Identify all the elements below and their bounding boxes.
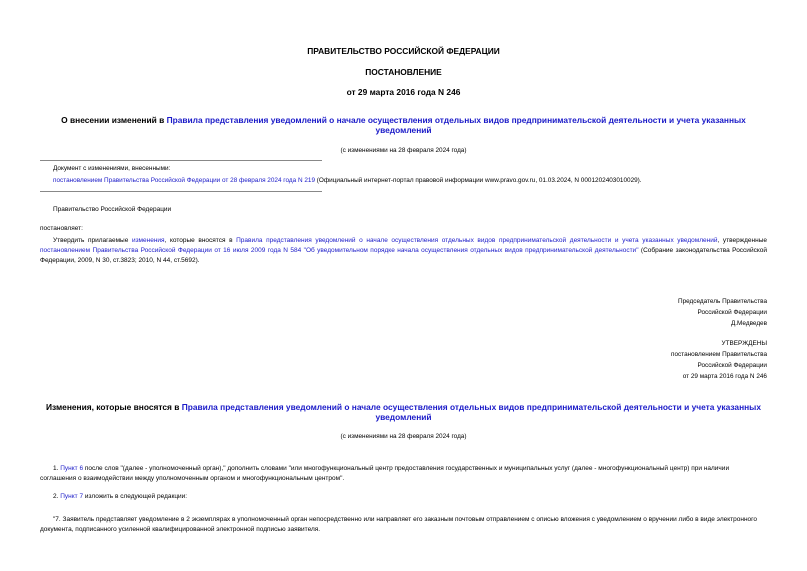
p1-text-d: (Собрание законодательства Российской Федерации, 2009, N 30, ст.3823; 2010, N 44, ст.5692). [40,247,767,264]
approved-line-4: от 29 марта 2016 года N 246 [682,373,767,380]
item-1 [40,464,767,484]
signature-line-2: Российской Федерации [697,309,767,316]
p1-text-c: , утвержденные [717,237,767,244]
changes-title-prefix: Изменения, которые вносятся в [46,402,182,412]
p1-text-a: Утвердить прилагаемые [53,237,132,244]
doc-title-link[interactable]: Правила представления уведомлений о начале осуществления отдельных видов предпринимательской деятельности и учета указанных уведомлений [166,115,746,135]
revision-note-2: (с изменениями на 28 февраля 2024 года) [340,433,467,440]
approved-line-2: постановлением Правительства [671,351,767,358]
resolves: постановляет: [40,225,83,232]
item-2-text: изложить в следующей редакции: [83,493,188,500]
approved-line-3: Российской Федерации [697,362,767,369]
link-decree-584[interactable]: постановлением Правительства Российской Федерации от 16 июля 2009 года N 584 "Об уведомительном порядке начала осуществления отдельных видов предпринимательской деятельности" [40,247,639,254]
amend-source-tail: (Официальный интернет-портал правовой информации www.pravo.gov.ru, 01.03.2024, N 0001202403010029). [315,177,642,184]
item-1-text: после слов "(далее - уполномоченный орган)," дополнить словами "или многофункциональный центр предоставления государственных и муниципальных услуг (далее - многофункциональный центр) при наличии соглашения о взаимодействии между уполномоченным органом и многофункциональным центром". [40,465,730,482]
signature-line-1: Председатель Правительства [678,298,767,305]
link-rules[interactable]: Правила представления уведомлений о начале осуществления отдельных видов предпринимательской деятельности и учета указанных уведомлений [236,237,718,244]
doc-title [0,115,807,135]
changes-title-link[interactable]: Правила представления уведомлений о начале осуществления отдельных видов предпринимательской деятельности и учета указанных уведомлений [181,402,761,422]
approved-line-1: УТВЕРЖДЕНЫ [721,340,767,347]
doc-type: ПОСТАНОВЛЕНИЕ [365,67,442,77]
doc-date-number: от 29 марта 2016 года N 246 [346,87,461,97]
amend-source-link[interactable]: постановлением Правительства Российской Федерации от 28 февраля 2024 года N 219 [53,177,316,184]
paragraph-approve [40,236,767,266]
amend-label: Документ с изменениями, внесенными: [53,165,171,172]
item-2-number: 2. [53,493,61,500]
revision-note: (с изменениями на 28 февраля 2024 года) [340,147,467,154]
issuer: Правительство Российской Федерации [53,206,172,213]
amend-source [53,177,767,184]
approved-block [671,338,767,382]
p1-text-b: , которые вносятся в [164,237,237,244]
divider-bottom [40,191,322,192]
item-2 [40,492,767,502]
signature-line-3: Д.Медведев [730,320,767,327]
link-point-7[interactable]: Пункт 7 [60,493,84,500]
doc-title-prefix: О внесении изменений в [61,115,167,125]
signature-block [678,296,767,329]
org-name: ПРАВИТЕЛЬСТВО РОССИЙСКОЙ ФЕДЕРАЦИИ [307,46,500,56]
link-changes[interactable]: изменения [131,237,165,244]
divider-top [40,160,322,161]
item-1-number: 1. [53,465,61,472]
link-point-6[interactable]: Пункт 6 [60,465,84,472]
changes-title [0,402,807,422]
item-3: "7. Заявитель представляет уведомление в 2 экземплярах в уполномоченный орган непосредственно или направляет его заказным почтовым отправлением с описью вложения с уведомлением о вручении либо в виде электронного документа, подписанного усиленной квалифицированной электронной подписью заявителя. [40,516,758,533]
